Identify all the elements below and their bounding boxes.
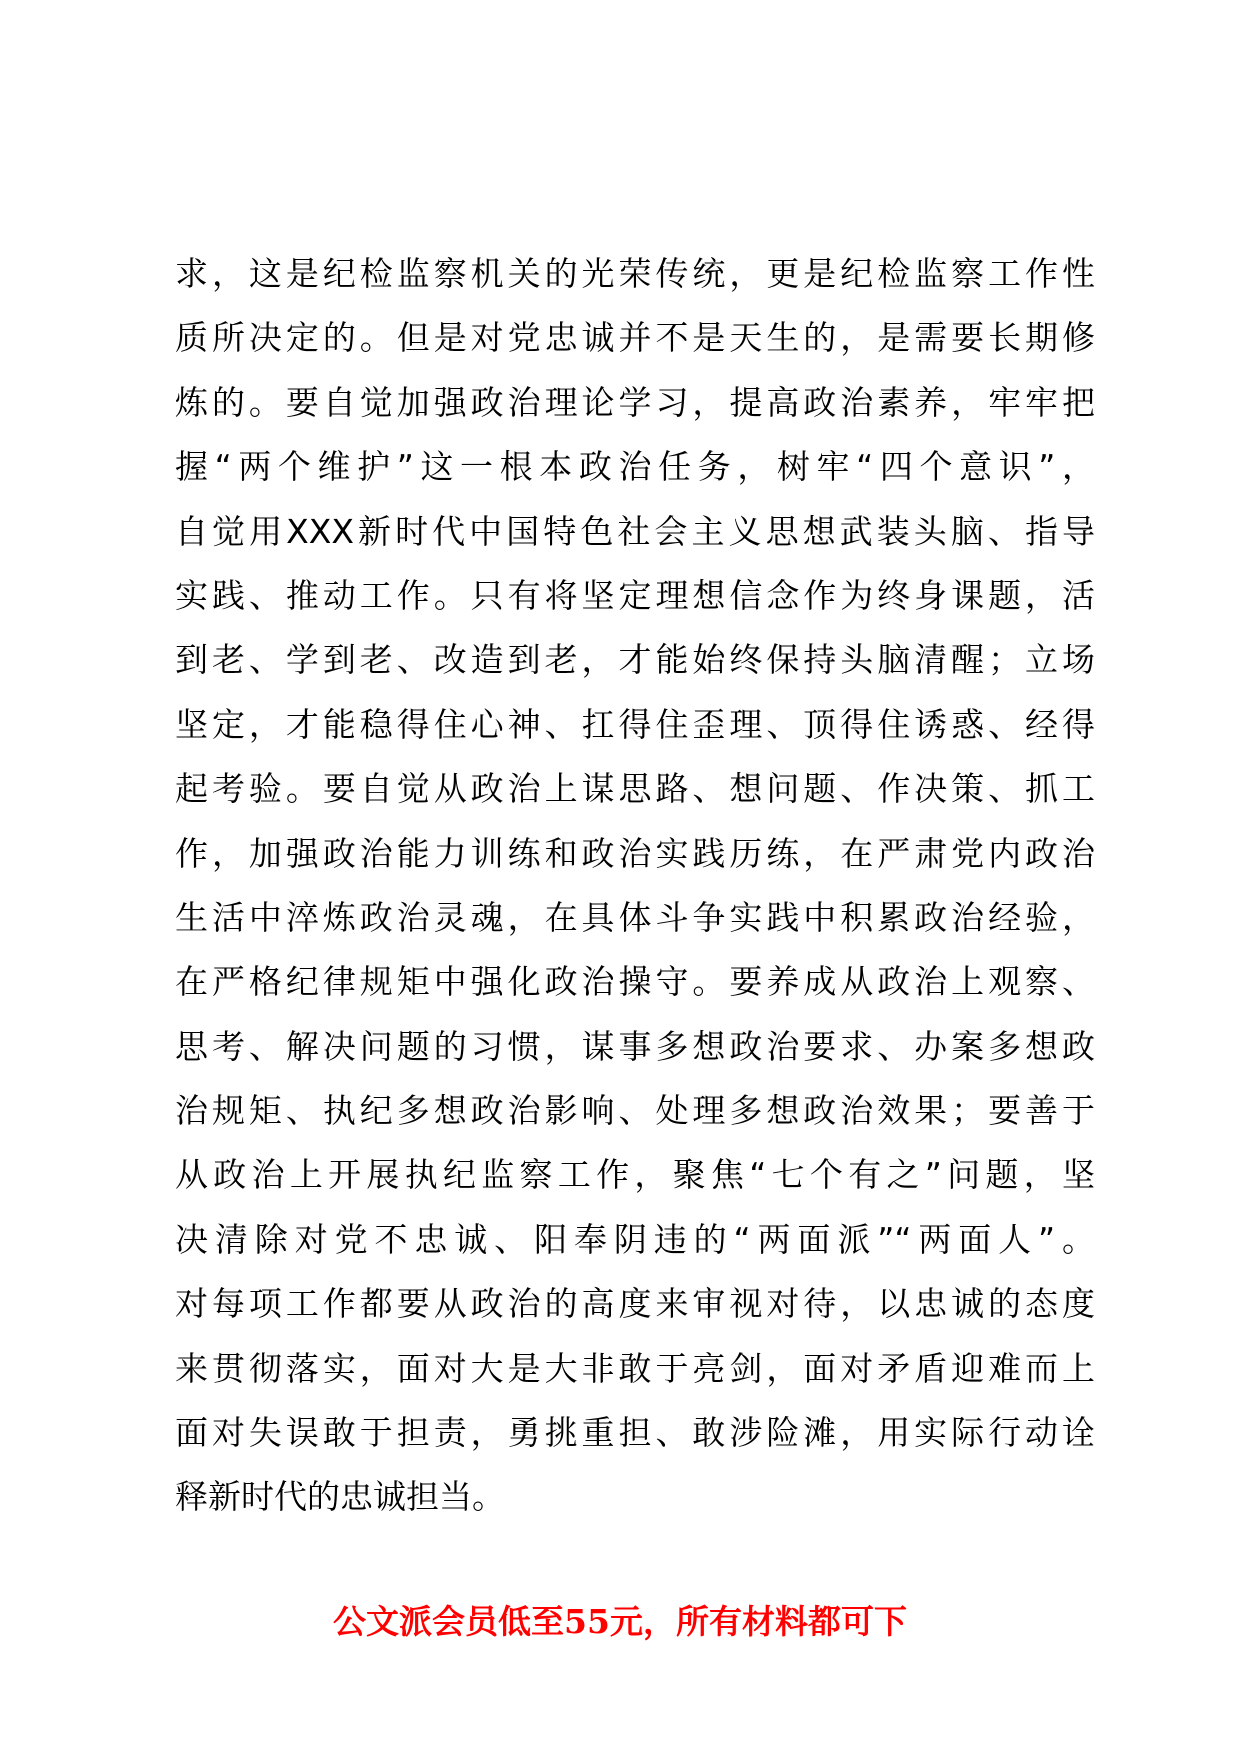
paragraph-line: 在严格纪律规矩中强化政治操守。要养成从政治上观察、 — [175, 962, 1095, 1002]
paragraph-line: 对每项工作都要从政治的高度来审视对待，以忠诚的态度 — [175, 1284, 1095, 1324]
paragraph-line: 从政治上开展执纪监察工作，聚焦“七个有之”问题，坚 — [175, 1155, 1095, 1195]
paragraph-line: 自觉用XXX新时代中国特色社会主义思想武装头脑、指导 — [175, 511, 1095, 551]
paragraph-line: 起考验。要自觉从政治上谋思路、想问题、作决策、抓工 — [175, 769, 1095, 809]
paragraph-line: 求，这是纪检监察机关的光荣传统，更是纪检监察工作性 — [175, 254, 1095, 293]
paragraph-line: 握“两个维护”这一根本政治任务，树牢“四个意识”， — [175, 447, 1095, 487]
paragraph-line: 坚定，才能稳得住心神、扛得住歪理、顶得住诱惑、经得 — [175, 704, 1095, 744]
paragraph-line: 面对失误敢于担责，勇挑重担、敢涉险滩，用实际行动诠 — [175, 1413, 1095, 1453]
body-paragraph — [175, 242, 1095, 1530]
paragraph-line: 实践、推动工作。只有将坚定理想信念作为终身课题，活 — [175, 575, 1095, 615]
paragraph-line: 治规矩、执纪多想政治影响、处理多想政治效果；要善于 — [175, 1091, 1095, 1131]
paragraph-line: 决清除对党不忠诚、阳奉阴违的“两面派”“两面人”。 — [175, 1219, 1095, 1259]
paragraph-line: 炼的。要自觉加强政治理论学习，提高政治素养，牢牢把 — [175, 382, 1095, 422]
paragraph-line: 来贯彻落实，面对大是大非敢于亮剑，面对矛盾迎难而上 — [175, 1348, 1095, 1388]
paragraph-line: 质所决定的。但是对党忠诚并不是天生的，是需要长期修 — [175, 318, 1095, 358]
paragraph-line: 释新时代的忠诚担当。 — [175, 1477, 505, 1517]
paragraph-line: 作，加强政治能力训练和政治实践历练，在严肃党内政治 — [175, 833, 1095, 873]
paragraph-line: 思考、解决问题的习惯，谋事多想政治要求、办案多想政 — [175, 1026, 1095, 1066]
paragraph-line: 生活中淬炼政治灵魂，在具体斗争实践中积累政治经验， — [175, 897, 1095, 937]
paragraph-line: 到老、学到老、改造到老，才能始终保持头脑清醒；立场 — [175, 640, 1095, 680]
promo-banner: 公文派会员低至55元，所有材料都可下 — [333, 1602, 907, 1641]
